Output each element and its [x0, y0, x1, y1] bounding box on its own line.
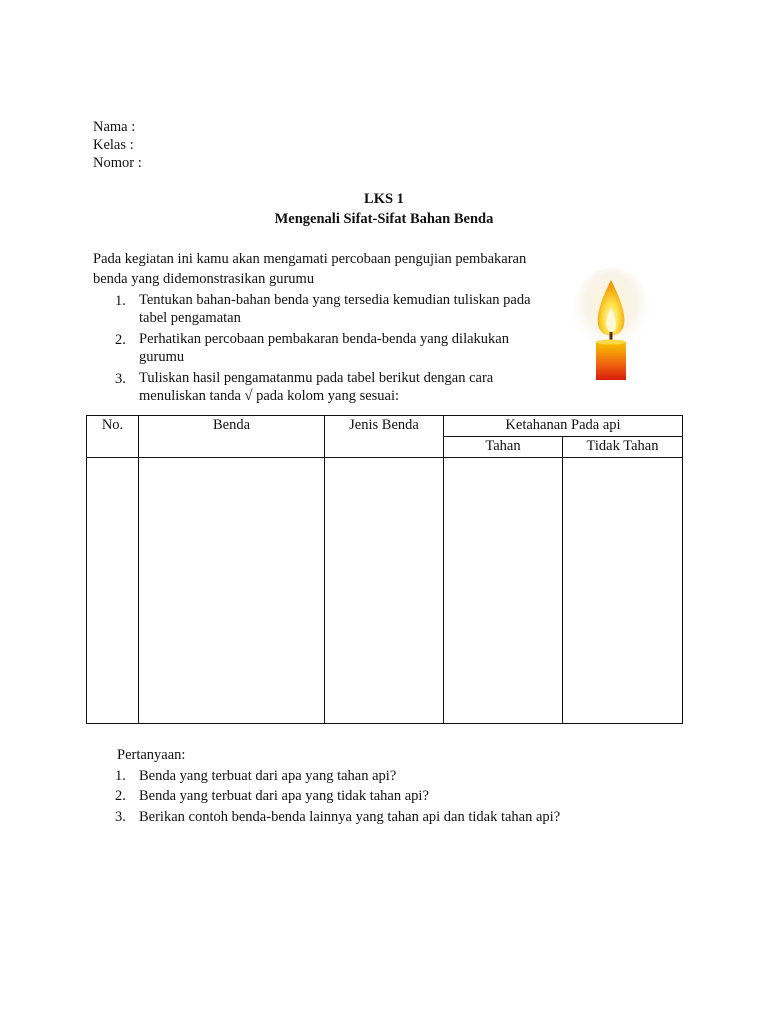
instruction-number: 3. [115, 371, 126, 387]
field-label: Nomor : [93, 155, 142, 171]
question-item [117, 786, 560, 807]
questions-title: Pertanyaan: [117, 747, 186, 763]
header-ketahanan: Ketahanan Pada api [444, 416, 683, 437]
question-item [117, 766, 560, 787]
instruction-text: Tentukan bahan-bahan benda yang tersedia kemudian tuliskan pada [139, 292, 531, 308]
question-text: Benda yang terbuat dari apa yang tahan api? [139, 767, 397, 784]
header-benda: Benda [139, 416, 325, 458]
question-text: Berikan contoh benda-benda lainnya yang tahan api dan tidak tahan api? [139, 808, 561, 825]
table-header-row [87, 416, 683, 437]
field-nama [93, 118, 142, 136]
question-number: 2. [115, 788, 126, 804]
field-label: Nama : [93, 119, 136, 135]
question-number: 1. [115, 767, 126, 784]
field-label: Kelas : [93, 137, 134, 153]
instruction-text: Tuliskan hasil pengamatanmu pada tabel berikut dengan cara [139, 370, 494, 386]
table-row [87, 458, 683, 724]
question-item [117, 807, 560, 828]
header-jenis-benda: Jenis Benda [325, 416, 444, 458]
field-kelas [93, 136, 142, 154]
intro-paragraph [93, 250, 563, 288]
instruction-number: 1. [115, 293, 126, 309]
header-tidak-tahan: Tidak Tahan [563, 437, 683, 458]
intro-line: Pada kegiatan ini kamu akan mengamati percobaan pengujian pembakaran [93, 251, 527, 267]
instruction-text: menuliskan tanda √ pada kolom yang sesuai: [139, 388, 400, 404]
instruction-text: tabel pengamatan [139, 310, 241, 326]
header-no: No. [87, 416, 139, 458]
instruction-item [93, 330, 563, 366]
intro-line: benda yang didemonstrasikan gurumu [93, 271, 315, 287]
instruction-number: 2. [115, 332, 126, 348]
observation-table [86, 415, 683, 724]
header-tahan: Tahan [444, 437, 563, 458]
cell-no[interactable] [87, 458, 139, 724]
cell-tidak-tahan[interactable] [563, 458, 683, 724]
instruction-text: Perhatikan percobaan pembakaran benda-benda yang dilakukan [139, 331, 509, 347]
questions-section [117, 745, 560, 827]
cell-tahan[interactable] [444, 458, 563, 724]
instruction-item [93, 291, 563, 327]
cell-benda[interactable] [139, 458, 325, 724]
question-text: Benda yang terbuat dari apa yang tidak tahan api? [139, 788, 429, 804]
instruction-list [93, 291, 563, 405]
worksheet-subtitle: Mengenali Sifat-Sifat Bahan Benda [274, 211, 494, 227]
question-number: 3. [115, 808, 126, 825]
worksheet-title: LKS 1 [364, 191, 404, 207]
instruction-item [93, 369, 563, 405]
cell-jenis-benda[interactable] [325, 458, 444, 724]
student-info [93, 118, 142, 172]
field-nomor [93, 154, 142, 172]
candle-icon [570, 268, 656, 386]
instruction-text: gurumu [139, 349, 185, 365]
